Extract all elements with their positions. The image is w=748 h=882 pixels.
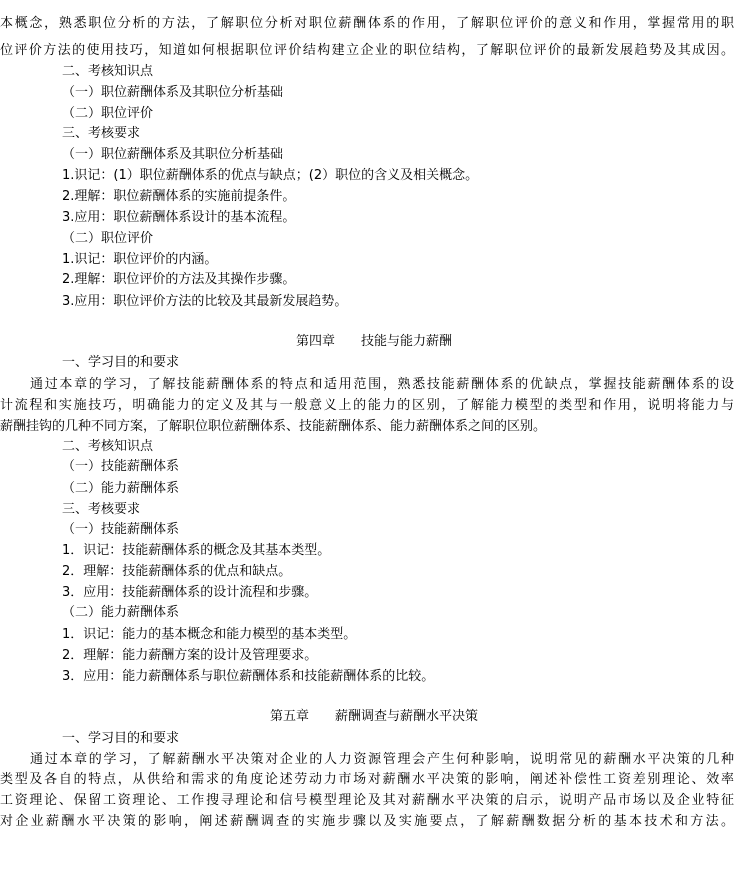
- list-item: 3.应用：职位评价方法的比较及其最新发展趋势。: [62, 294, 348, 309]
- list-item: （一）职位薪酬体系及其职位分析基础: [62, 85, 284, 100]
- list-item: 3．应用：能力薪酬体系与职位薪酬体系和技能薪酬体系的比较。: [62, 669, 435, 684]
- paragraph-line: 工资理论、保留工资理论、工作搜寻理论和信号模型理论及其对薪酬水平决策的启示，说明产品市场以及企业特征: [0, 793, 734, 808]
- list-item: （二）能力薪酬体系: [62, 481, 180, 496]
- section-heading: 三、考核要求: [62, 126, 141, 141]
- chapter-title: 第五章 薪酬调查与薪酬水平决策: [269, 709, 478, 724]
- list-item: 1.识记：(1）职位薪酬体系的优点与缺点；(2）职位的含义及相关概念。: [62, 168, 479, 183]
- paragraph-line: 通过本章的学习，了解技能薪酬体系的特点和适用范围，熟悉技能薪酬体系的优缺点，掌握技能薪酬体系的设: [30, 377, 734, 392]
- paragraph-line: 本概念，熟悉职位分析的方法，了解职位分析对职位薪酬体系的作用，了解职位评价的意义和作用，掌握常用的职: [0, 16, 734, 31]
- paragraph-line: 位评价方法的使用技巧，知道如何根据职位评价结构建立企业的职位结构，了解职位评价的最新发展趋势及其成因。: [0, 43, 734, 58]
- list-item: 3.应用：职位薪酬体系设计的基本流程。: [62, 210, 296, 225]
- list-item: 1．识记：技能薪酬体系的概念及其基本类型。: [62, 543, 331, 558]
- list-item: （一）技能薪酬体系: [62, 459, 180, 474]
- section-heading: 二、考核知识点: [62, 439, 154, 454]
- paragraph-line: 薪酬挂钩的几种不同方案，了解职位职位薪酬体系、技能薪酬体系、能力薪酬体系之间的区别。: [0, 419, 547, 434]
- section-heading: 二、考核知识点: [62, 64, 154, 79]
- chapter-title: 第四章 技能与能力薪酬: [295, 334, 452, 349]
- list-item: 1.识记：职位评价的内涵。: [62, 252, 218, 267]
- list-item: （一）职位薪酬体系及其职位分析基础: [62, 147, 284, 162]
- paragraph-line: 类型及各自的特点，从供给和需求的角度论述劳动力市场对薪酬水平决策的影响，阐述补偿性工资差别理论、效率: [0, 772, 734, 787]
- paragraph-line: 对企业薪酬水平决策的影响，阐述薪酬调查的实施步骤以及实施要点，了解薪酬数据分析的基本技术和方法。: [0, 814, 734, 829]
- section-heading: 三、考核要求: [62, 502, 141, 517]
- paragraph-line: 计流程和实施技巧，明确能力的定义及其与一般意义上的能力的区别，了解能力模型的类型和作用，说明将能力与: [0, 398, 734, 413]
- list-item: （二）能力薪酬体系: [62, 605, 180, 620]
- list-item: 2.理解：职位薪酬体系的实施前提条件。: [62, 189, 296, 204]
- list-item: （一）技能薪酬体系: [62, 522, 180, 537]
- section-heading: 一、学习目的和要求: [62, 355, 180, 370]
- list-item: 2．理解：能力薪酬方案的设计及管理要求。: [62, 648, 318, 663]
- list-item: （二）职位评价: [62, 231, 154, 246]
- list-item: 1．识记：能力的基本概念和能力模型的基本类型。: [62, 627, 357, 642]
- list-item: 3．应用：技能薪酬体系的设计流程和步骤。: [62, 585, 318, 600]
- list-item: 2．理解：技能薪酬体系的优点和缺点。: [62, 564, 292, 579]
- paragraph-line: 通过本章的学习，了解薪酬水平决策对企业的人力资源管理会产生何种影响，说明常见的薪酬水平决策的几种: [30, 752, 734, 767]
- list-item: （二）职位评价: [62, 106, 154, 121]
- list-item: 2.理解：职位评价的方法及其操作步骤。: [62, 272, 296, 287]
- section-heading: 一、学习目的和要求: [62, 731, 180, 746]
